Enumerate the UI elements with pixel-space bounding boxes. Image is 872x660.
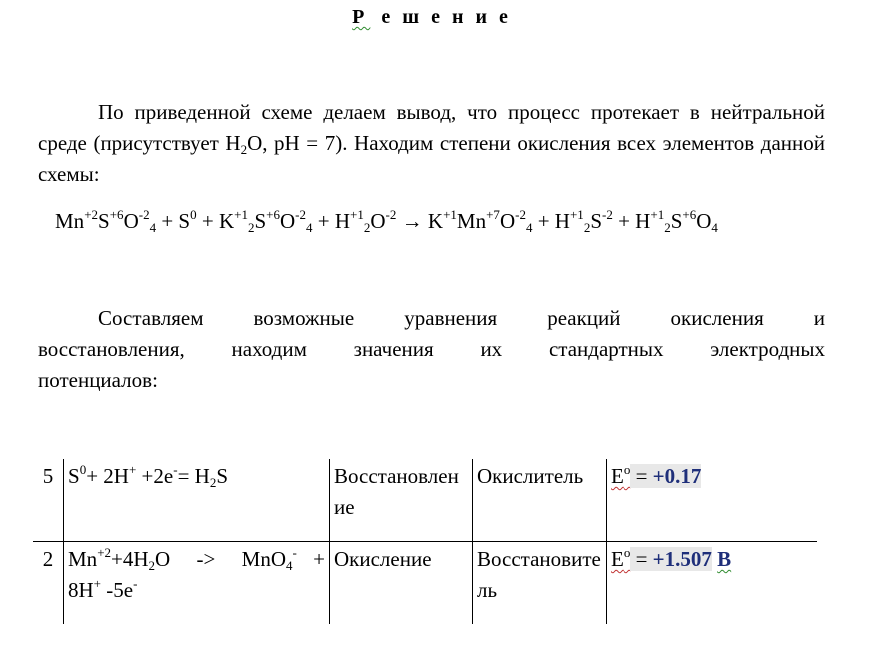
eq-sub: 4 bbox=[149, 220, 157, 235]
eq-sup: -2 bbox=[295, 207, 307, 222]
eq-sup: 0 bbox=[79, 462, 87, 477]
process-type bbox=[330, 459, 473, 542]
eq-sup: 0 bbox=[190, 207, 197, 222]
potential-value: +0.17 bbox=[652, 464, 702, 488]
paragraph-method-line1-text: Составляем возможные уравнения реакций окисления и bbox=[98, 306, 825, 330]
agent-role-text: Восстановитель bbox=[477, 547, 601, 602]
eq-token: O bbox=[499, 209, 516, 233]
eq-sup: +1 bbox=[650, 207, 665, 222]
eq-sub: 4 bbox=[306, 220, 313, 235]
paragraph-intro-text-b: O, pH = 7). Находим степени окисления всех элементов данной схемы: bbox=[38, 131, 825, 186]
eq-sub: 4 bbox=[525, 220, 533, 235]
potential-equals: = bbox=[630, 464, 653, 488]
eq-token: Mn bbox=[68, 547, 98, 571]
eq-token: -5e bbox=[101, 578, 134, 602]
eq-sub: 4 bbox=[286, 558, 293, 573]
eq-token: +4H bbox=[111, 547, 149, 571]
eq-token: + 2H bbox=[86, 464, 129, 488]
potential-label bbox=[611, 464, 630, 488]
eq-sub: 2 bbox=[664, 220, 671, 235]
potential-letter: E bbox=[611, 464, 624, 488]
eq-sub: 2 bbox=[363, 220, 371, 235]
eq-sup: +2 bbox=[97, 545, 112, 560]
paragraph-intro-sub: 2 bbox=[240, 142, 248, 157]
paragraph-method-line2: восстановления, находим значения их стандартных электродных bbox=[38, 337, 825, 361]
potential-value: +1.507 bbox=[652, 547, 712, 571]
eq-token: O -> MnO bbox=[155, 547, 287, 571]
eq-token: O bbox=[696, 209, 712, 233]
paragraph-method bbox=[38, 303, 825, 396]
standard-potential bbox=[607, 542, 818, 625]
potential-equals: = bbox=[630, 547, 653, 571]
potential-label bbox=[611, 547, 630, 571]
potential-unit: В bbox=[717, 547, 732, 571]
eq-token: + bbox=[296, 547, 326, 571]
potential-sup: o bbox=[623, 462, 631, 477]
eq-token: + S bbox=[161, 209, 191, 233]
paragraph-intro bbox=[38, 97, 825, 190]
eq-sup: +1 bbox=[443, 207, 457, 222]
eq-token: S bbox=[98, 209, 110, 233]
eq-sup: -2 bbox=[138, 207, 150, 222]
eq-sup: +6 bbox=[682, 207, 697, 222]
title-first-letter: Р bbox=[352, 6, 371, 28]
row-coefficient: 2 bbox=[33, 542, 64, 625]
eq-sub: 2 bbox=[148, 558, 156, 573]
page-title bbox=[0, 6, 872, 29]
eq-token: S bbox=[254, 209, 267, 233]
paragraph-intro-text-a: По приведенной схеме делаем вывод, что процесс протекает в нейтральной среде (присутствует H bbox=[38, 100, 825, 155]
eq-token: = H bbox=[177, 464, 210, 488]
eq-sup: +6 bbox=[109, 207, 124, 222]
eq-token: + H bbox=[612, 209, 651, 233]
eq-sup: + bbox=[128, 462, 137, 477]
process-type-text: Восстановление bbox=[334, 464, 459, 519]
eq-token: + H bbox=[532, 209, 570, 233]
eq-token: Mn bbox=[55, 209, 85, 233]
reactions-table bbox=[33, 459, 817, 624]
arrow-icon: → bbox=[396, 209, 428, 233]
eq-sup: - bbox=[133, 576, 138, 591]
eq-sub: 4 bbox=[711, 220, 718, 235]
eq-sup: +6 bbox=[266, 207, 280, 222]
paragraph-method-line1 bbox=[38, 303, 825, 334]
title-rest: ешение bbox=[381, 6, 520, 28]
agent-role bbox=[473, 542, 607, 625]
half-reaction-line1 bbox=[68, 544, 325, 575]
half-reaction bbox=[64, 459, 330, 542]
eq-token: + H bbox=[317, 209, 351, 233]
redox-equation bbox=[55, 209, 855, 234]
table-row bbox=[33, 459, 817, 542]
eq-sup: -2 bbox=[515, 207, 526, 222]
eq-sup: +1 bbox=[569, 207, 584, 222]
eq-token: O bbox=[123, 209, 139, 233]
row-coefficient: 5 bbox=[42, 464, 54, 488]
eq-token: O bbox=[370, 209, 386, 233]
eq-token: K bbox=[427, 209, 444, 233]
eq-token: + K bbox=[196, 209, 235, 233]
potential-sup: o bbox=[623, 545, 631, 560]
table-row bbox=[33, 542, 817, 625]
eq-token: S bbox=[670, 209, 683, 233]
eq-token: Mn bbox=[456, 209, 487, 233]
eq-sup: +7 bbox=[486, 207, 500, 222]
eq-sup: +2 bbox=[84, 207, 99, 222]
eq-sub: 2 bbox=[247, 220, 255, 235]
eq-token: S bbox=[216, 464, 229, 488]
eq-token: O bbox=[280, 209, 296, 233]
eq-sub: 2 bbox=[583, 220, 591, 235]
eq-sub: 2 bbox=[209, 475, 217, 490]
eq-token: S bbox=[68, 464, 80, 488]
process-type: Окисление bbox=[330, 542, 473, 625]
eq-sup: +1 bbox=[234, 207, 248, 222]
eq-sup: - bbox=[173, 462, 178, 477]
eq-sup: - bbox=[292, 545, 297, 560]
standard-potential bbox=[607, 459, 818, 542]
paragraph-method-line3: потенциалов: bbox=[38, 368, 158, 392]
agent-role: Окислитель bbox=[473, 459, 607, 542]
eq-token: +2e bbox=[136, 464, 174, 488]
eq-sup: +1 bbox=[350, 207, 364, 222]
half-reaction bbox=[64, 542, 330, 625]
eq-token: 8H bbox=[68, 578, 94, 602]
eq-sup: -2 bbox=[602, 207, 613, 222]
eq-sup: + bbox=[93, 576, 102, 591]
eq-sup: -2 bbox=[385, 207, 397, 222]
potential-letter: E bbox=[611, 547, 624, 571]
eq-token: S bbox=[590, 209, 602, 233]
